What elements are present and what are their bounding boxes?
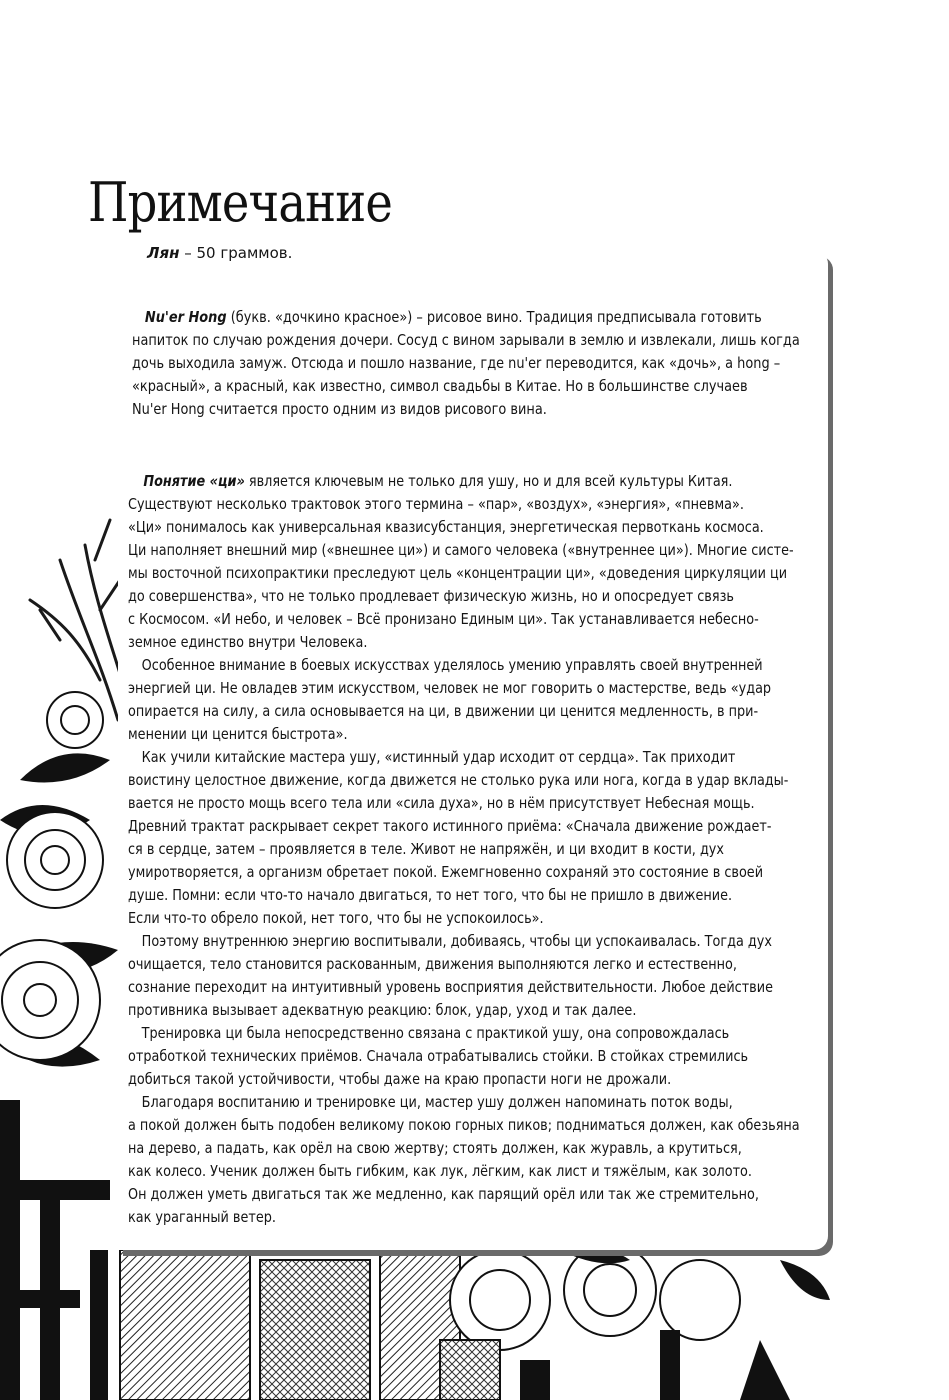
note-qi-line: до совершенства», что не только продлевает физическую жизнь, но и опосредует связь xyxy=(128,587,734,605)
note-qi-line: сознание переходит на интуитивный уровень восприятия действительности. Любое действие xyxy=(128,978,773,996)
note-qi-line: Особенное внимание в боевых искусствах уделялось умению управлять своей внутренней xyxy=(141,656,763,674)
note-nuer-line: напиток по случаю рождения дочери. Сосуд с вином зарывали в землю и извлекали, лишь когда xyxy=(132,331,800,349)
note-nuer-first-line: (букв. «дочкино красное») – рисовое вино. Традиция предписывала готовить xyxy=(226,308,762,326)
note-qi-line: добиться такой устойчивости, чтобы даже на краю пропасти ноги не дрожали. xyxy=(128,1070,672,1088)
page-title: Примечание xyxy=(88,171,392,235)
note-qi-line: а покой должен быть подобен великому покою горных пиков; подниматься должен, как обезьяна xyxy=(128,1116,800,1134)
note-qi-line: Как учили китайские мастера ушу, «истинный удар исходит от сердца». Так приходит xyxy=(141,748,736,766)
note-qi-line: отработкой технических приёмов. Сначала отрабатывались стойки. В стойках стремились xyxy=(128,1047,749,1065)
note-qi-line: умиротворяется, а организм обретает покой. Ежемгновенно сохраняй это состояние в своей xyxy=(128,863,764,881)
note-qi-line: очищается, тело становится раскованным, движения выполняются легко и естественно, xyxy=(128,955,737,973)
note-qi-line: земное единство внутри Человека. xyxy=(128,633,368,651)
note-qi-line: Поэтому внутреннюю энергию воспитывали, добиваясь, чтобы ци успокаивалась. Тогда дух xyxy=(141,932,772,950)
note-qi-line: вается не просто мощь всего тела или «сила духа», но в нём присутствует Небесная мощь. xyxy=(128,794,755,812)
note-nuer-line: «красный», а красный, как известно, символ свадьбы в Китае. Но в большинстве случаев xyxy=(132,377,748,395)
note-qi-line: как ураганный ветер. xyxy=(128,1208,276,1226)
note-qi-line: Если что-то обрело покой, нет того, что бы не успокоилось». xyxy=(128,909,544,927)
note-qi-line: Тренировка ци была непосредственно связана с практикой ушу, она сопровождалась xyxy=(141,1024,730,1042)
note-qi-line: противника вызывает адекватную реакцию: блок, удар, уход и так далее. xyxy=(128,1001,637,1019)
note-qi-line: на дерево, а падать, как орёл на свою жертву; стоять должен, как журавль, а крутиться, xyxy=(128,1139,742,1157)
note-nuer xyxy=(132,306,908,421)
note-qi-line: опирается на силу, а сила основывается на ци, в движении ци ценится медленность, в при- xyxy=(128,702,759,720)
note-qi-first-line: является ключевым не только для ушу, но и для всей культуры Китая. xyxy=(244,472,733,490)
note-qi-line: с Космосом. «И небо, и человек – Всё пронизано Единым ци». Так устанавливается небесно- xyxy=(128,610,759,628)
note-qi-line: Существуют несколько трактовок этого термина – «пар», «воздух», «энергия», «пневма». xyxy=(128,495,744,513)
note-qi-term: Понятие «ци» xyxy=(143,472,245,490)
note-qi-line: Благодаря воспитанию и тренировке ци, мастер ушу должен напоминать поток воды, xyxy=(141,1093,733,1111)
note-qi-line: мы восточной психопрактики преследуют цель «концентрации ци», «доведения циркуляции ци xyxy=(128,564,788,582)
note-qi-line: ся в сердце, затем – проявляется в теле. Живот не напряжён, и ци входит в кости, дух xyxy=(128,840,724,858)
note-nuer-line: дочь выходила замуж. Отсюда и пошло название, где nu'er переводится, как «дочь», а hong – xyxy=(132,354,781,372)
note-nuer-term: Nu'er Hong xyxy=(144,308,227,326)
note-qi-line: Ци наполняет внешний мир («внешнее ци») и самого человека («внутреннее ци»). Многие систе- xyxy=(128,541,794,559)
note-qi-line: Он должен уметь двигаться так же медленно, как парящий орёл или так же стремительно, xyxy=(128,1185,759,1203)
note-qi-line: Древний трактат раскрывает секрет такого истинного приёма: «Сначала движение рождает- xyxy=(128,817,772,835)
note-qi-line: «Ци» понималось как универсальная квазисубстанция, энергетическая первоткань космоса. xyxy=(128,518,764,536)
note-nuer-line: Nu'er Hong считается просто одним из видов рисового вина. xyxy=(132,400,547,418)
note-qi xyxy=(128,470,914,1229)
note-qi-line: менении ци ценится быстрота». xyxy=(128,725,348,743)
note-qi-line: энергией ци. Не овладев этим искусством, человек не мог говорить о мастерстве, ведь «удар xyxy=(128,679,772,697)
note-qi-line: воистину целостное движение, когда движется не столько рука или нога, когда в удар вклады- xyxy=(128,771,789,789)
note-lyan-text: – 50 граммов. xyxy=(179,244,293,262)
note-qi-line: душе. Помни: если что-то начало двигаться, то нет того, что бы не пришло в движение. xyxy=(128,886,733,904)
note-lyan xyxy=(147,242,292,265)
note-qi-line: как колесо. Ученик должен быть гибким, как лук, лёгким, как лист и тяжёлым, как золото. xyxy=(128,1162,752,1180)
note-lyan-term: Лян xyxy=(147,244,180,262)
